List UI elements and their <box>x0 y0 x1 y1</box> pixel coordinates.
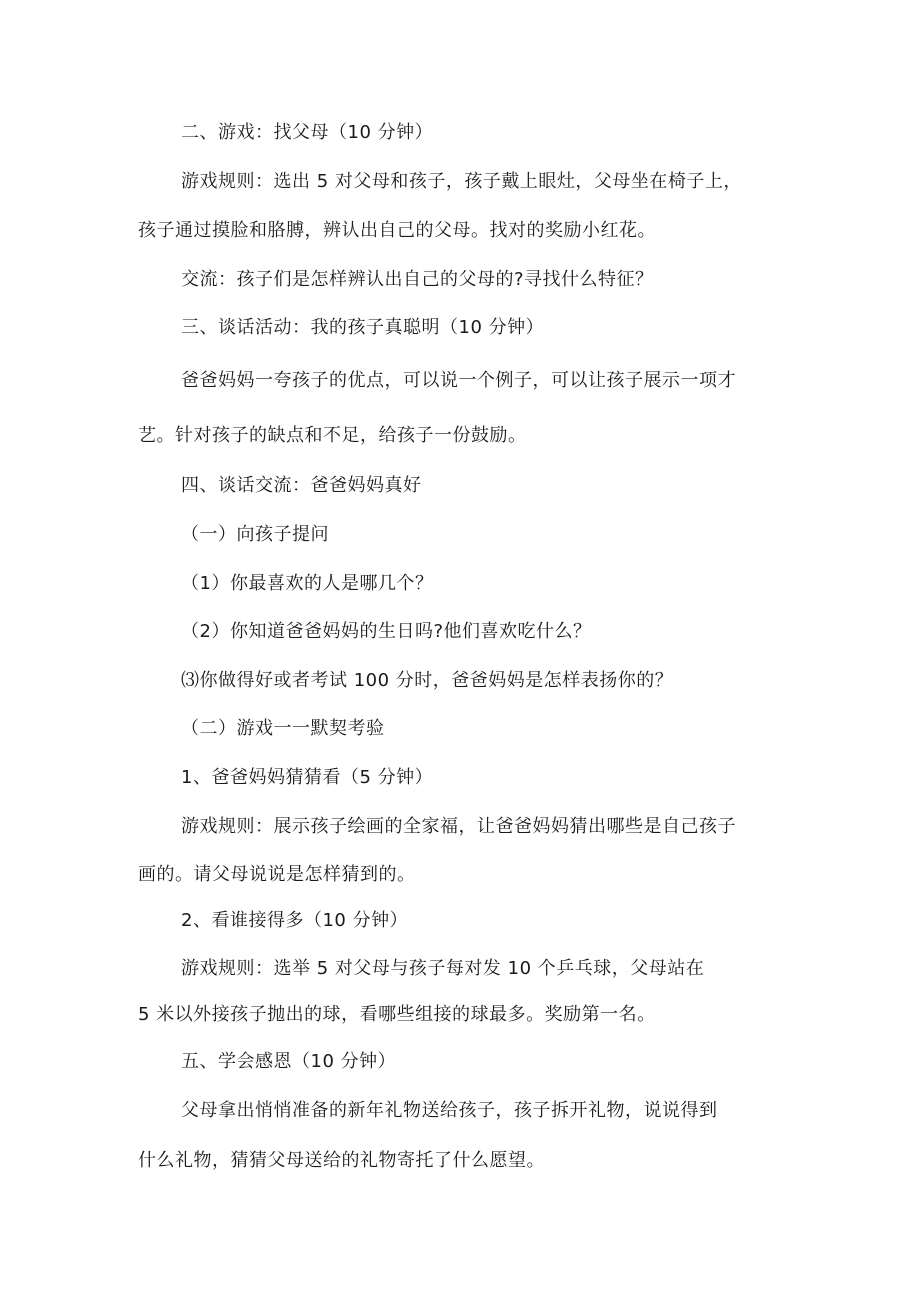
list-item: （2）你知道爸爸妈妈的生日吗?他们喜欢吃什么？ <box>181 621 592 642</box>
paragraph-line: 孩子通过摸脸和胳膊，辨认出自己的父母。找对的奖励小红花。 <box>138 220 656 241</box>
paragraph-line: 游戏规则：展示孩子绘画的全家福，让爸爸妈妈猜出哪些是自己孩子 <box>181 816 736 837</box>
section-heading-4: 四、谈话交流：爸爸妈妈真好 <box>181 475 422 496</box>
list-item: （1）你最喜欢的人是哪几个？ <box>181 573 434 594</box>
paragraph-line: 游戏规则：选举 5 对父母与孩子每对发 10 个乒乓球，父母站在 <box>181 958 705 979</box>
paragraph-line: 艺。针对孩子的缺点和不足，给孩子一份鼓励。 <box>138 425 527 446</box>
paragraph-line: 画的。请父母说说是怎样猜到的。 <box>138 864 416 885</box>
paragraph-line: 爸爸妈妈一夸孩子的优点，可以说一个例子，可以让孩子展示一项才 <box>181 370 736 391</box>
activity-heading: 1、爸爸妈妈猜猜看（5 分钟） <box>181 767 434 788</box>
paragraph-line: 游戏规则：选出 5 对父母和孩子，孩子戴上眼灶，父母坐在椅子上， <box>181 171 742 192</box>
paragraph-line: 父母拿出悄悄准备的新年礼物送给孩子，孩子拆开礼物，说说得到 <box>181 1100 718 1121</box>
list-item: ⑶你做得好或者考试 100 分时，爸爸妈妈是怎样表扬你的？ <box>181 670 674 691</box>
paragraph-line: 什么礼物，猜猜父母送给的礼物寄托了什么愿望。 <box>138 1150 545 1171</box>
section-heading-3: 三、谈话活动：我的孩子真聪明（10 分钟） <box>181 317 545 338</box>
section-heading-2: 二、游戏：找父母（10 分钟） <box>181 122 434 143</box>
section-heading-5: 五、学会感恩（10 分钟） <box>181 1051 397 1072</box>
paragraph-line: 5 米以外接孩子抛出的球，看哪些组接的球最多。奖励第一名。 <box>138 1004 656 1025</box>
paragraph-line: 交流：孩子们是怎样辨认出自己的父母的?寻找什么特征？ <box>181 269 654 290</box>
subsection-heading: （二）游戏一一默契考验 <box>181 718 385 739</box>
subsection-heading: （一）向孩子提问 <box>181 524 329 545</box>
activity-heading: 2、看谁接得多（10 分钟） <box>181 910 409 931</box>
